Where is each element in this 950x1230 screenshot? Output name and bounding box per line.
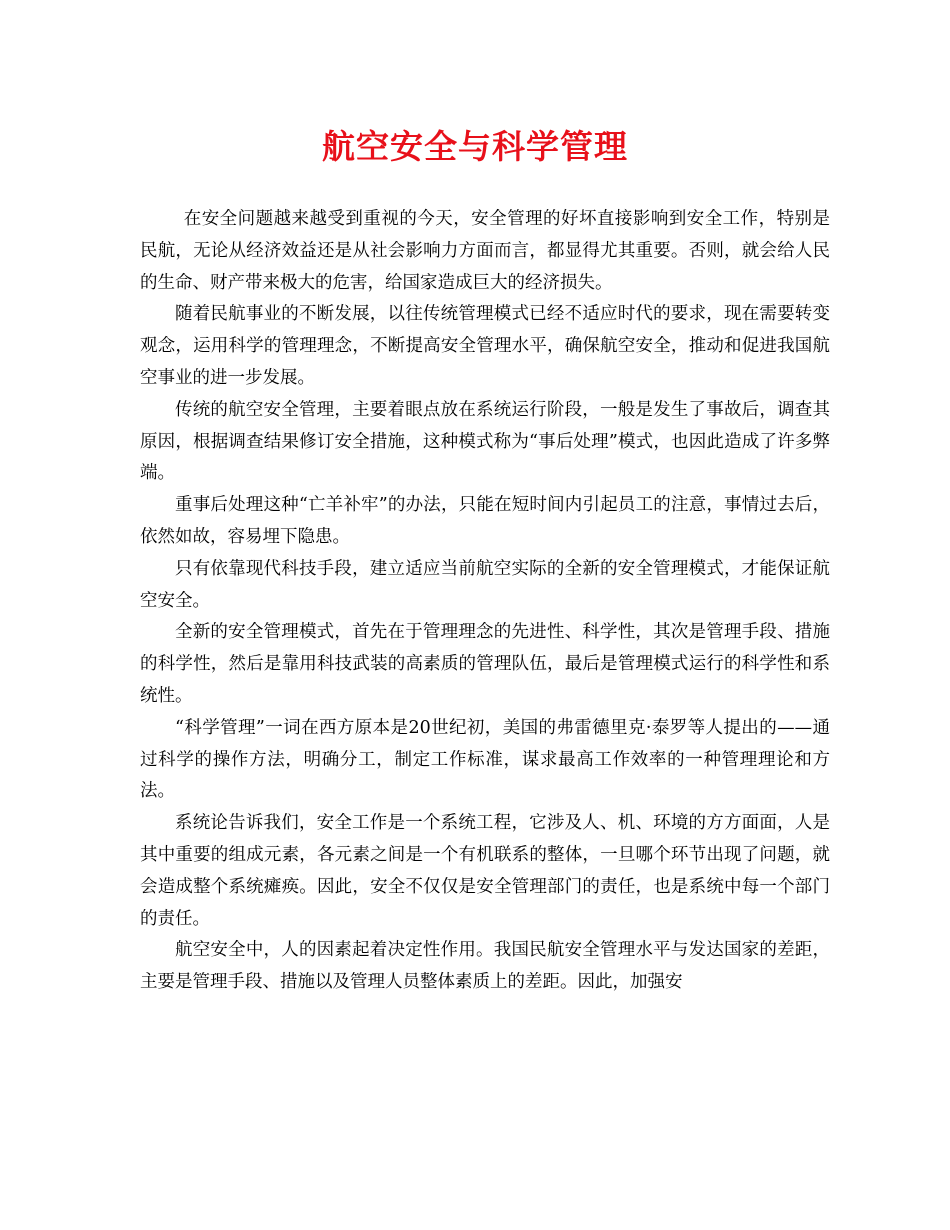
document-body [140, 204, 830, 999]
paragraph: 随着民航事业的不断发展，以往传统管理模式已经不适应时代的要求，现在需要转变观念，运用科学的管理理念，不断提高安全管理水平，确保航空安全，推动和促进我国航空事业的进一步发展。 [140, 304, 830, 388]
paragraph: 在安全问题越来越受到重视的今天，安全管理的好坏直接影响到安全工作，特别是民航，无论从经济效益还是从社会影响力方面而言，都显得尤其重要。否则，就会给人民的生命、财产带来极大的危害，给国家造成巨大的经济损失。 [140, 209, 830, 293]
paragraph: 传统的航空安全管理，主要着眼点放在系统运行阶段，一般是发生了事故后，调查其原因，根据调查结果修订安全措施，这种模式称为“事后处理”模式，也因此造成了许多弊端。 [140, 399, 830, 484]
paragraph: 航空安全中，人的因素起着决定性作用。我国民航安全管理水平与发达国家的差距，主要是管理手段、措施以及管理人员整体素质上的差距。因此，加强安 [140, 940, 830, 993]
paragraph: 全新的安全管理模式，首先在于管理理念的先进性、科学性，其次是管理手段、措施的科学性，然后是靠用科技武装的高素质的管理队伍，最后是管理模式运行的科学性和系统性。 [140, 622, 830, 706]
document-title: 航空安全与科学管理 [322, 127, 628, 166]
paragraph: 只有依靠现代科技手段，建立适应当前航空实际的全新的安全管理模式，才能保证航空安全。 [140, 558, 830, 611]
paragraph: 系统论告诉我们，安全工作是一个系统工程，它涉及人、机、环境的方方面面，人是其中重要的组成元素，各元素之间是一个有机联系的整体，一旦哪个环节出现了问题，就会造成整个系统瘫痪。因此，安全不仅仅是安全管理部门的责任，也是系统中每一个部门的责任。 [140, 813, 830, 929]
paragraph: 重事后处理这种“亡羊补牢”的办法，只能在短时间内引起员工的注意，事情过去后，依然如故，容易埋下隐患。 [140, 495, 830, 547]
paragraph: “科学管理”一词在西方原本是20世纪初，美国的弗雷德里克·泰罗等人提出的——通过科学的操作方法，明确分工，制定工作标准，谋求最高工作效率的一种管理理论和方法。 [140, 717, 830, 802]
